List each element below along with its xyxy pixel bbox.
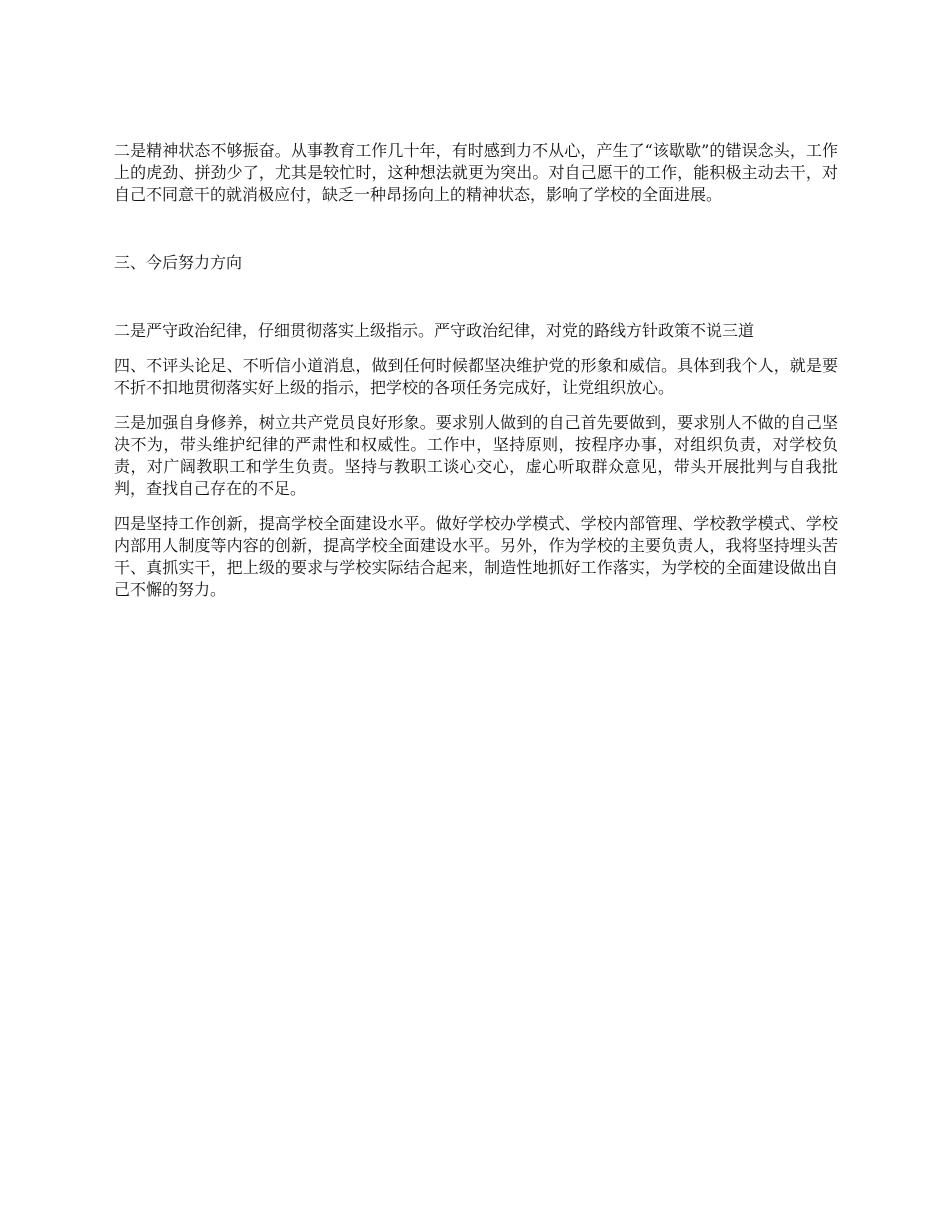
paragraph-maintain-party-image: 四、不评头论足、不听信小道消息，做到任何时候都坚决维护党的形象和威信。具体到我个人，就是要不折不扣地贯彻落实好上级的指示，把学校的各项任务完成好，让党组织放心。 bbox=[114, 356, 838, 397]
paragraph-self-cultivation: 三是加强自身修养，树立共产党员良好形象。要求别人做到的自己首先要做到，要求别人不做的自己坚决不为，带头维护纪律的严肃性和权威性。工作中，坚持原则，按程序办事，对组织负责，对学校负责，对广阔教职工和学生负责。坚持与教职工谈心交心，虚心听取群众意见，带头开展批判与自我批判，查找自己存在的不足。 bbox=[114, 413, 838, 498]
document-body bbox=[114, 140, 838, 614]
paragraph-political-discipline: 二是严守政治纪律，仔细贯彻落实上级指示。严守政治纪律，对党的路线方针政策不说三道 bbox=[114, 321, 755, 340]
paragraph-spirit-state: 二是精神状态不够振奋。从事教育工作几十年，有时感到力不从心，产生了“该歇歇”的错误念头，工作上的虎劲、拼劲少了，尤其是较忙时，这种想法就更为突出。对自己愿干的工作，能积极主动去干，对自己不同意干的就消极应付，缺乏一种昂扬向上的精神状态，影响了学校的全面进展。 bbox=[114, 141, 838, 204]
paragraph-work-innovation: 四是坚持工作创新，提高学校全面建设水平。做好学校办学模式、学校内部管理、学校教学模式、学校内部用人制度等内容的创新，提高学校全面建设水平。另外，作为学校的主要负责人，我将坚持埋头苦干、真抓实干，把上级的要求与学校实际结合起来，制造性地抓好工作落实，为学校的全面建设做出自己不懈的努力。 bbox=[114, 514, 838, 599]
section-heading-future-direction: 三、今后努力方向 bbox=[114, 253, 243, 272]
